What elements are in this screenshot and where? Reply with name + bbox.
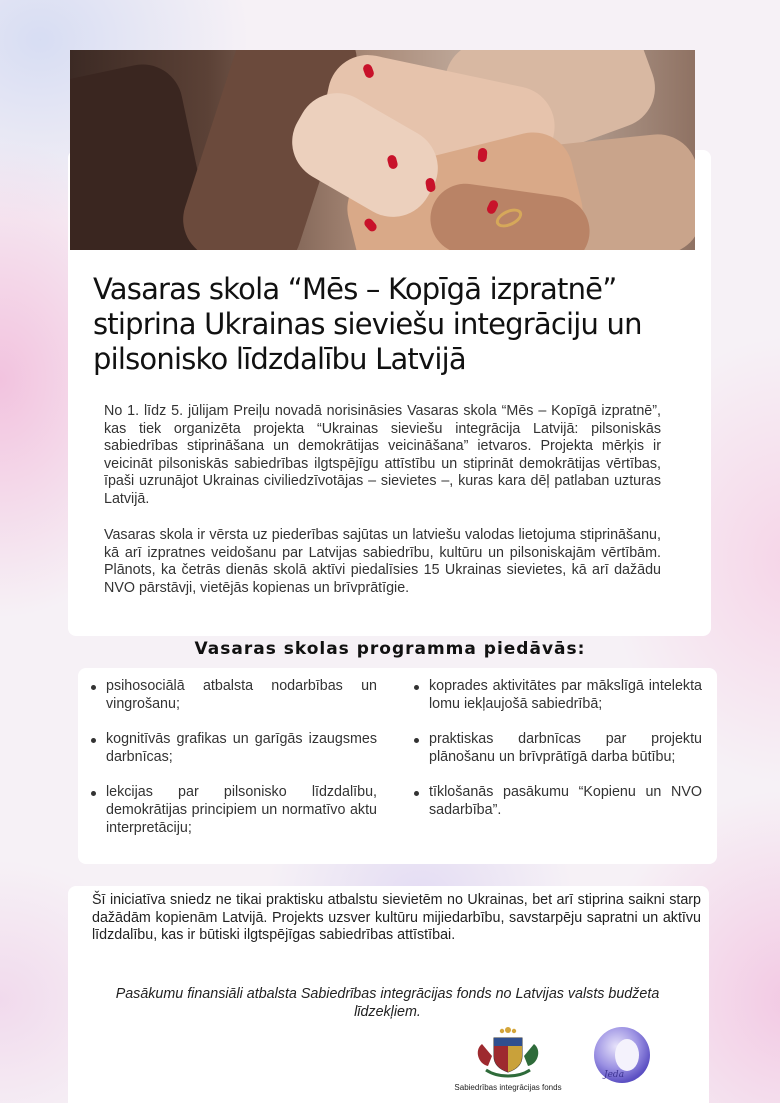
list-item: psihosociālā atbalsta nodarbības un vingrošanu; [87,678,377,713]
program-list-left [87,678,377,855]
intro-paragraph-1: No 1. līdz 5. jūlijam Preiļu novadā norisināsies Vasaras skola “Mēs – Kopīgā izpratnē”, kas tiek organizēta projekta “Ukrainas sieviešu integrācija Latvijā: pilsoniskās sabiedrības stiprināšana un demokrātijas veicināšana” ietvaros. Projekta mērķis ir veicināt pilsoniskās sabiedrības ilgtspējīgu attīstību un stiprināt demokrātijas vērtības, īpaši uzrunājot Ukrainas civiliedzīvotājas – sievietes –, kuras kara dēļ patlaban uzturas Latvijā. [104,403,661,507]
closing-paragraph: Šī iniciatīva sniedz ne tikai praktisku atbalstu sievietēm no Ukrainas, bet arī stiprina saikni starp dažādām kopienām Latvijā. Projekts uzsver kultūru mijiedarbību, savstarpēju sapratni un aktīvu līdzdalību, kas ir būtiski ilgtspējīgas sabiedrības attīstībai. [92,892,701,944]
list-item: kognitīvās grafikas un garīgās izaugsmes darbnīcas; [87,731,377,766]
stacked-hands-photo [70,50,695,250]
funding-note: Pasākumu finansiāli atbalsta Sabiedrības integrācijas fonds no Latvijas valsts budžeta līdzekļiem. [115,986,660,1020]
ngo-logo-lettering: Jeda [604,1070,625,1080]
list-item: praktiskas darbnīcas par projektu plānošanu un brīvprātīgā darba būtību; [410,731,702,766]
list-item: tīklošanās pasākumu “Kopienu un NVO sadarbība”. [410,784,702,819]
program-list-right [410,678,702,838]
page-title: Vasaras skola “Mēs – Kopīgā izpratnē” stiprina Ukrainas sieviešu integrāciju un pilsonisko līdzdalību Latvijā [93,272,642,376]
ngo-ring-logo [592,1025,652,1085]
program-heading: Vasaras skolas programma piedāvās: [194,639,586,659]
sif-logo-caption: Sabiedrības integrācijas fonds [454,1083,562,1092]
intro-paragraph-2: Vasaras skola ir vērsta uz piederības sajūtas un latviešu valodas lietojuma stiprināšanu, kā arī izpratnes veidošanu par Latvijas sabiedrību, kultūru un pilsoniskajām vērtībām. Plānots, ka četrās dienās skolā aktīvi piedalīsies 15 Ukrainas sievietes, kā arī dažādu NVO pārstāvji, vietējās kopienas un brīvprātīgie. [104,527,661,596]
list-item: lekcijas par pilsonisko līdzdalību, demokrātijas principiem un normatīvo aktu interpretāciju; [87,784,377,837]
list-item: koprades aktivitātes par mākslīgā intelekta lomu iekļaujošā sabiedrībā; [410,678,702,713]
